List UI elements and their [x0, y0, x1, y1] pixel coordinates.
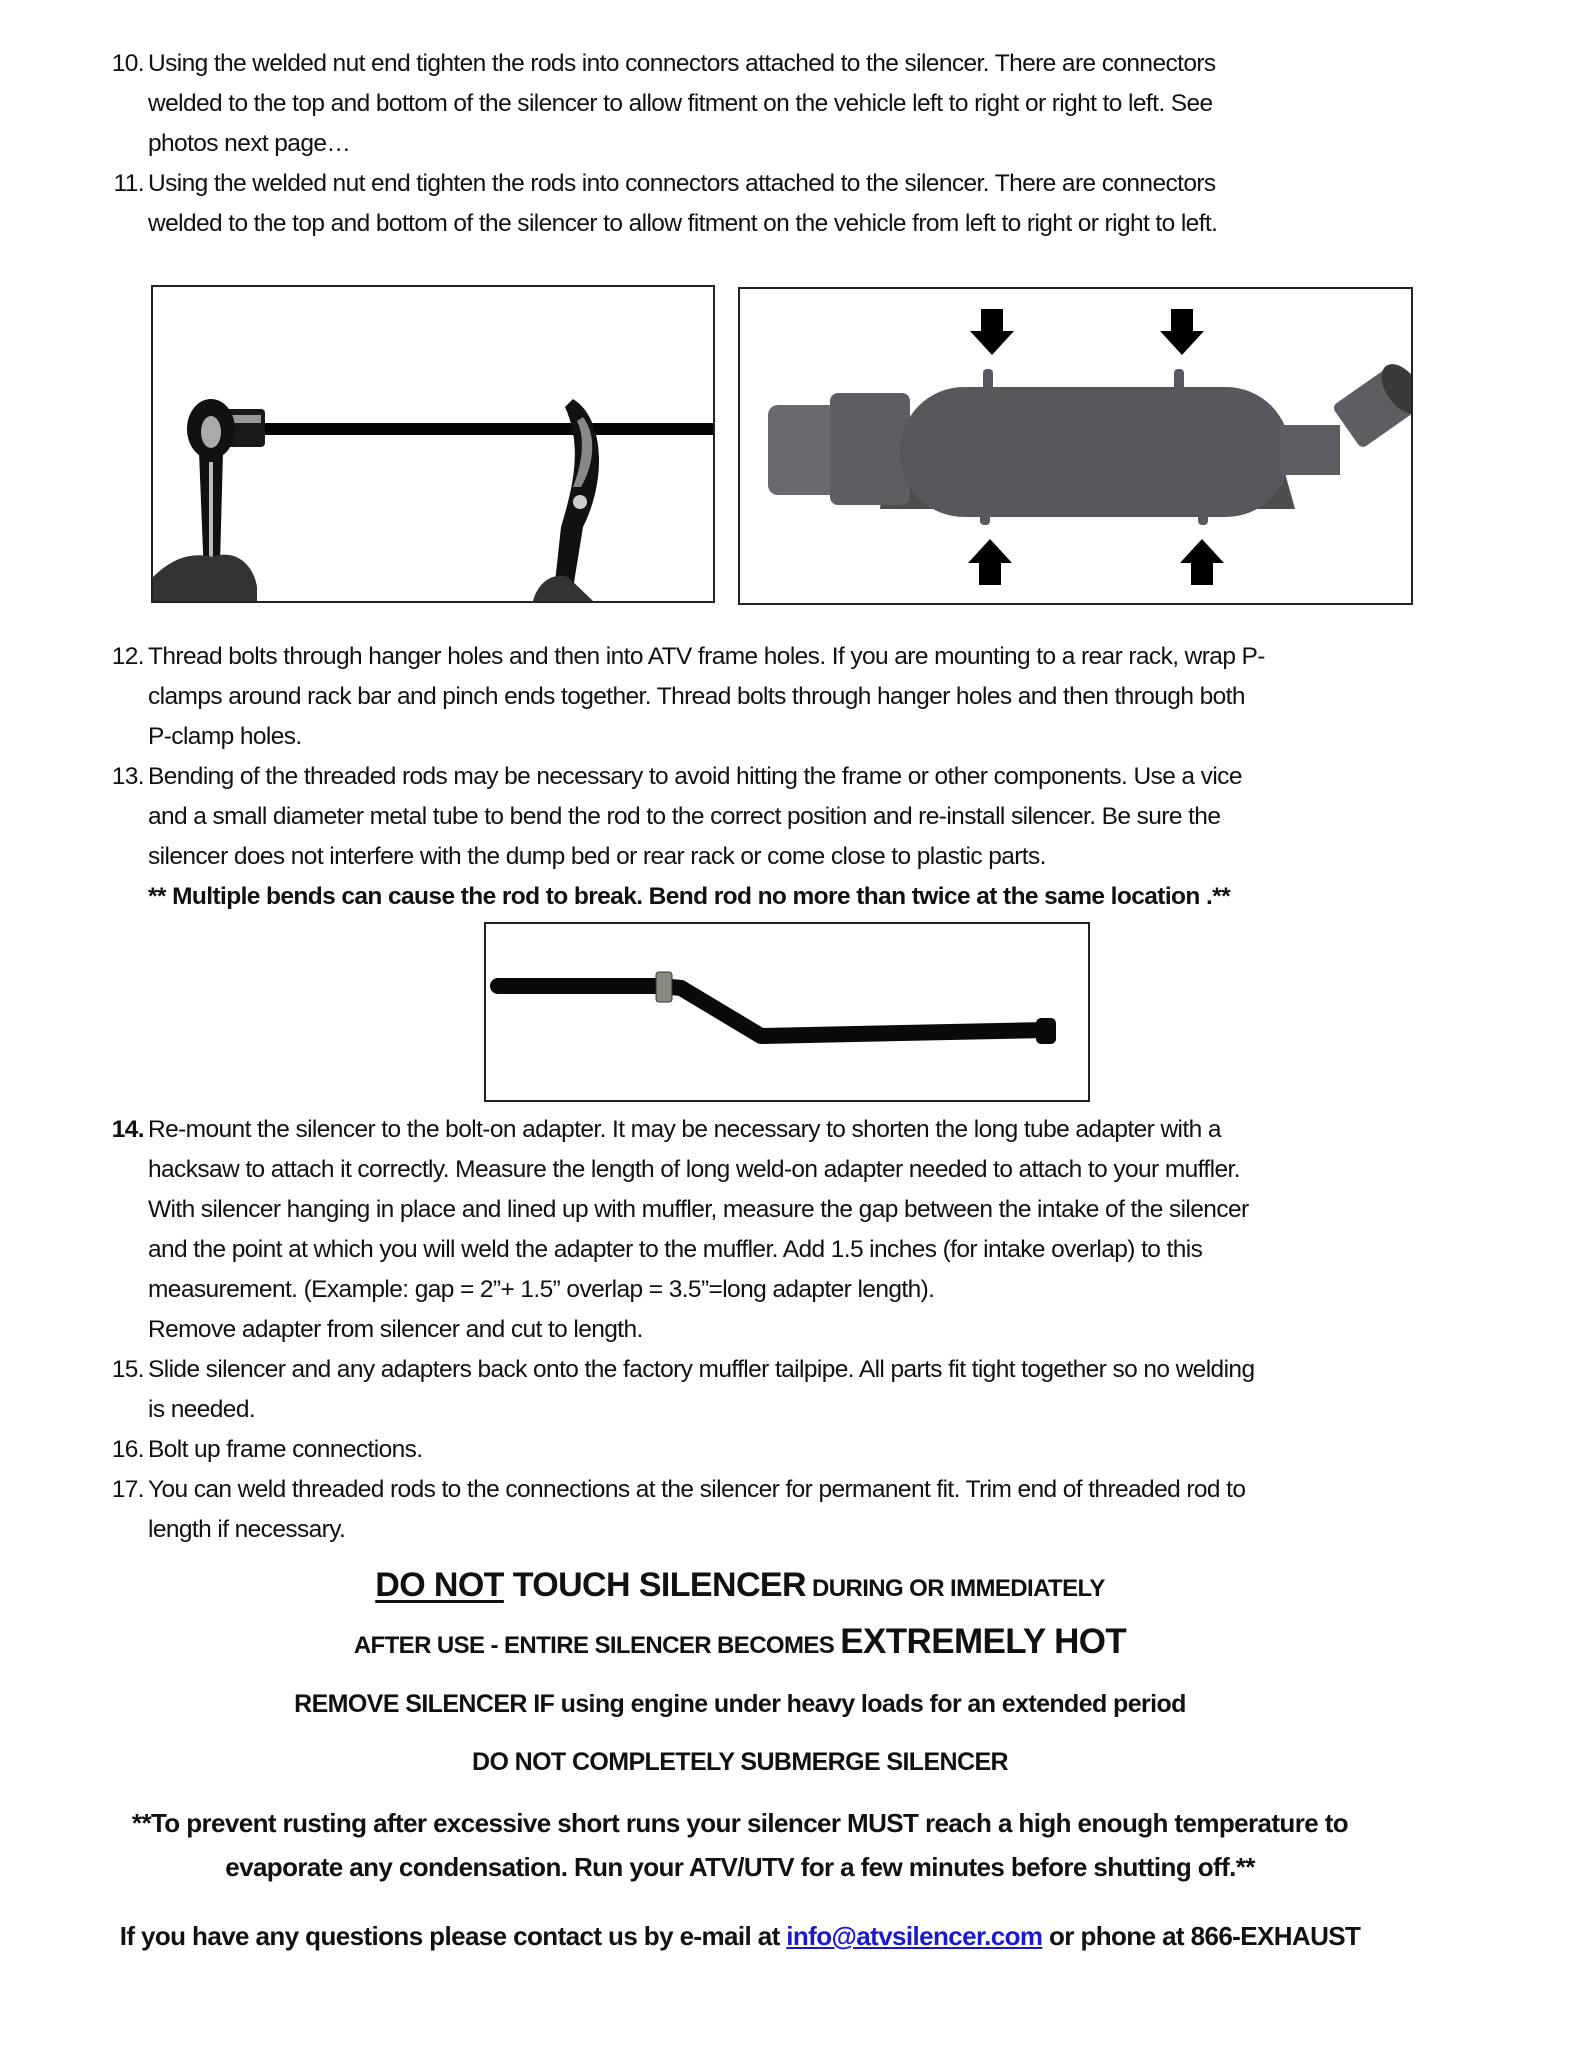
- step-number: 17.: [111, 1476, 144, 1503]
- step-text-line: Slide silencer and any adapters back onto the factory muffler tailpipe. All parts fit tight together so no welding: [148, 1356, 1255, 1383]
- step-11: [100, 164, 1460, 244]
- contact-line: [0, 1921, 1480, 1952]
- after-use-text: AFTER USE - ENTIRE SILENCER BECOMES: [353, 1632, 841, 1659]
- wrench-pliers-illustration: [153, 287, 713, 601]
- step-text-line: welded to the top and bottom of the silencer to allow fitment on the vehicle left to right or right to left. See: [148, 90, 1213, 117]
- step-text-line: photos next page…: [148, 130, 351, 157]
- bend-warning: ** Multiple bends can cause the rod to break. Bend rod no more than twice at the same location .**: [148, 883, 1231, 910]
- email-link[interactable]: info@atvsilencer.com: [786, 1921, 1043, 1951]
- during-text: DURING OR IMMEDIATELY: [805, 1575, 1105, 1602]
- step-text-line: and a small diameter metal tube to bend the rod to the correct position and re-install silencer. Be sure the: [148, 803, 1221, 830]
- step-text-line: Thread bolts through hanger holes and then into ATV frame holes. If you are mounting to a rear rack, wrap P-: [148, 643, 1265, 670]
- arrow-up-icon: [1180, 539, 1224, 585]
- remove-warning: REMOVE SILENCER IF using engine under heavy loads for an extended period: [294, 1690, 1186, 1718]
- touch-silencer-text: TOUCH SILENCER: [503, 1566, 806, 1604]
- step-17: [100, 1470, 1460, 1550]
- rust-warning-line2: evaporate any condensation. Run your ATV/UTV for a few minutes before shutting off.**: [225, 1852, 1255, 1882]
- step-text-line: Re-mount the silencer to the bolt-on adapter. It may be necessary to shorten the long tube adapter with a: [148, 1116, 1221, 1143]
- step-number: 14.: [111, 1116, 144, 1143]
- step-13: [100, 757, 1460, 917]
- step-text-line: clamps around rack bar and pinch ends together. Thread bolts through hanger holes and then through both: [148, 683, 1245, 710]
- hot-warning-line1: [0, 1566, 1480, 1605]
- step-text-line: silencer does not interfere with the dump bed or rear rack or come close to plastic parts.: [148, 843, 1046, 870]
- step-number: 13.: [111, 763, 144, 790]
- step-number: 10.: [111, 50, 144, 77]
- contact-phone: or phone at 866-EXHAUST: [1042, 1921, 1361, 1951]
- do-not-underlined: DO NOT: [375, 1566, 504, 1604]
- step-text-line: Bending of the threaded rods may be necessary to avoid hitting the frame or other components. Use a vice: [148, 763, 1242, 790]
- step-12: [100, 637, 1460, 757]
- step-text-line: hacksaw to attach it correctly. Measure the length of long weld-on adapter needed to attach to your muffler.: [148, 1156, 1240, 1183]
- silencer-illustration: [740, 289, 1411, 603]
- steps-list-bottom: [100, 1110, 1460, 1550]
- arrow-down-icon: [970, 309, 1014, 355]
- step-10: [100, 44, 1460, 164]
- step-text-line: is needed.: [148, 1396, 256, 1423]
- submerge-warning: DO NOT COMPLETELY SUBMERGE SILENCER: [471, 1748, 1008, 1776]
- steps-list-middle: [100, 637, 1460, 917]
- step-text-line: You can weld threaded rods to the connections at the silencer for permanent fit. Trim end of threaded rod to: [148, 1476, 1246, 1503]
- arrow-up-icon: [968, 539, 1012, 585]
- step-number: 11.: [113, 170, 144, 197]
- step-text-line: P-clamp holes.: [148, 723, 302, 750]
- step-15: [100, 1350, 1460, 1430]
- bent-rod-illustration: [486, 924, 1088, 1100]
- step-number: 15.: [111, 1356, 144, 1383]
- silencer-photo: [738, 287, 1413, 605]
- step-text-line: measurement. (Example: gap = 2”+ 1.5” overlap = 3.5”=long adapter length).: [148, 1276, 935, 1303]
- wrench-photo: [151, 285, 715, 603]
- step-text-line: and the point at which you will weld the adapter to the muffler. Add 1.5 inches (for intake overlap) to this: [148, 1236, 1203, 1263]
- step-16: [100, 1430, 1460, 1470]
- step-text-line: Bolt up frame connections.: [148, 1436, 423, 1463]
- extremely-hot-text: EXTREMELY HOT: [840, 1622, 1127, 1661]
- steps-list-top: [100, 44, 1460, 244]
- rust-warning-line1: **To prevent rusting after excessive short runs your silencer MUST reach a high enough temperature to: [131, 1808, 1349, 1838]
- step-text-line: Using the welded nut end tighten the rods into connectors attached to the silencer. There are connectors: [148, 170, 1216, 197]
- step-text-line: With silencer hanging in place and lined up with muffler, measure the gap between the intake of the silencer: [148, 1196, 1249, 1223]
- arrow-down-icon: [1160, 309, 1204, 355]
- step-number: 12.: [111, 643, 144, 670]
- contact-prefix: If you have any questions please contact us by e-mail at: [119, 1921, 787, 1951]
- hot-warning-line2: [0, 1622, 1480, 1662]
- step-14: [100, 1110, 1460, 1350]
- step-text-line: length if necessary.: [148, 1516, 346, 1543]
- step-text-line: Remove adapter from silencer and cut to length.: [148, 1316, 643, 1343]
- bent-rod-photo: [484, 922, 1090, 1102]
- step-number: 16.: [111, 1436, 144, 1463]
- step-text-line: Using the welded nut end tighten the rods into connectors attached to the silencer. There are connectors: [148, 50, 1216, 77]
- step-text-line: welded to the top and bottom of the silencer to allow fitment on the vehicle from left to right or right to left.: [148, 210, 1218, 237]
